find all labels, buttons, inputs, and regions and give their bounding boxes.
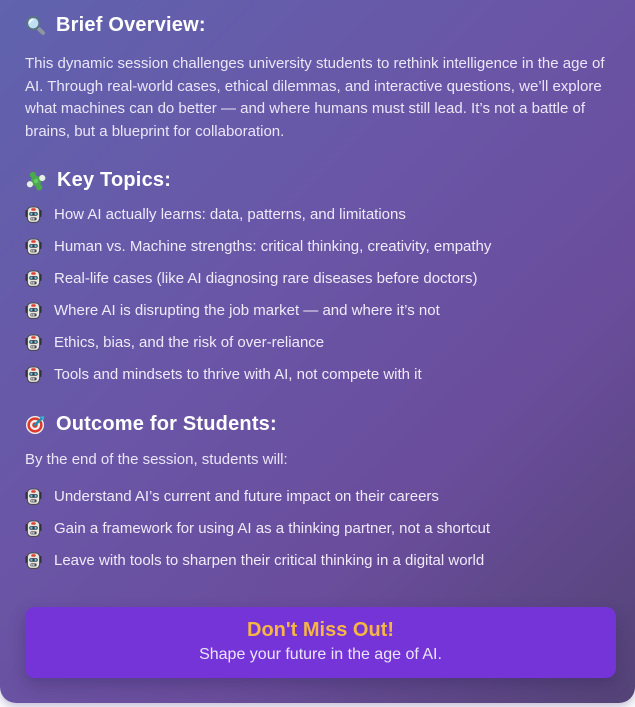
section-overview: [25, 14, 610, 143]
section-outcome: [25, 413, 610, 569]
robot-icon: [25, 238, 42, 255]
outcome-title: Outcome for Students:: [56, 413, 277, 435]
list-item-label: Leave with tools to sharpen their critical thinking in a digital world: [54, 552, 485, 569]
robot-icon: [25, 302, 42, 319]
section-key-topics: [25, 169, 610, 383]
list-item-label: Human vs. Machine strengths: critical thinking, creativity, empathy: [54, 238, 492, 255]
list-item: [25, 520, 610, 537]
target-icon: [25, 414, 46, 435]
key-topics-list: [25, 206, 610, 383]
robot-icon: [25, 334, 42, 351]
list-item: [25, 552, 610, 569]
outcome-heading: [25, 413, 610, 436]
robot-icon: [25, 488, 42, 505]
list-item: [25, 270, 610, 287]
list-item: [25, 238, 610, 255]
cta-subtitle: Shape your future in the age of AI.: [199, 646, 442, 663]
list-item-label: Where AI is disrupting the job market — and where it’s not: [54, 302, 440, 319]
puzzle-icon: [25, 170, 47, 192]
robot-icon: [25, 206, 42, 223]
outcome-list: [25, 488, 610, 569]
key-topics-heading: [25, 169, 610, 192]
overview-heading: [25, 14, 610, 37]
overview-title: Brief Overview:: [56, 14, 206, 36]
list-item-label: Tools and mindsets to thrive with AI, not compete with it: [54, 366, 422, 383]
key-topics-title: Key Topics:: [57, 169, 172, 191]
list-item-label: How AI actually learns: data, patterns, and limitations: [54, 206, 406, 223]
list-item-label: Understand AI’s current and future impact on their careers: [54, 488, 439, 505]
list-item: [25, 366, 610, 383]
robot-icon: [25, 270, 42, 287]
list-item-label: Real-life cases (like AI diagnosing rare diseases before doctors): [54, 270, 478, 287]
magnifier-icon: [25, 15, 46, 36]
list-item: [25, 334, 610, 351]
cta-title: Don't Miss Out!: [247, 619, 394, 641]
overview-body-text: This dynamic session challenges university students to rethink intelligence in the age of AI. Through real-world cases, ethical dilemmas, and interactive questions, we’ll explore what machines can do better — and where humans must still lead. It’s not a battle of brains, but a blueprint for collaboration.: [25, 55, 605, 140]
cta-banner[interactable]: [25, 607, 616, 678]
list-item-label: Gain a framework for using AI as a thinking partner, not a shortcut: [54, 520, 491, 537]
list-item: [25, 206, 610, 223]
outcome-intro: By the end of the session, students will:: [25, 451, 288, 468]
list-item: [25, 302, 610, 319]
robot-icon: [25, 552, 42, 569]
list-item-label: Ethics, bias, and the risk of over-reliance: [54, 334, 325, 351]
list-item: [25, 488, 610, 505]
robot-icon: [25, 366, 42, 383]
robot-icon: [25, 520, 42, 537]
